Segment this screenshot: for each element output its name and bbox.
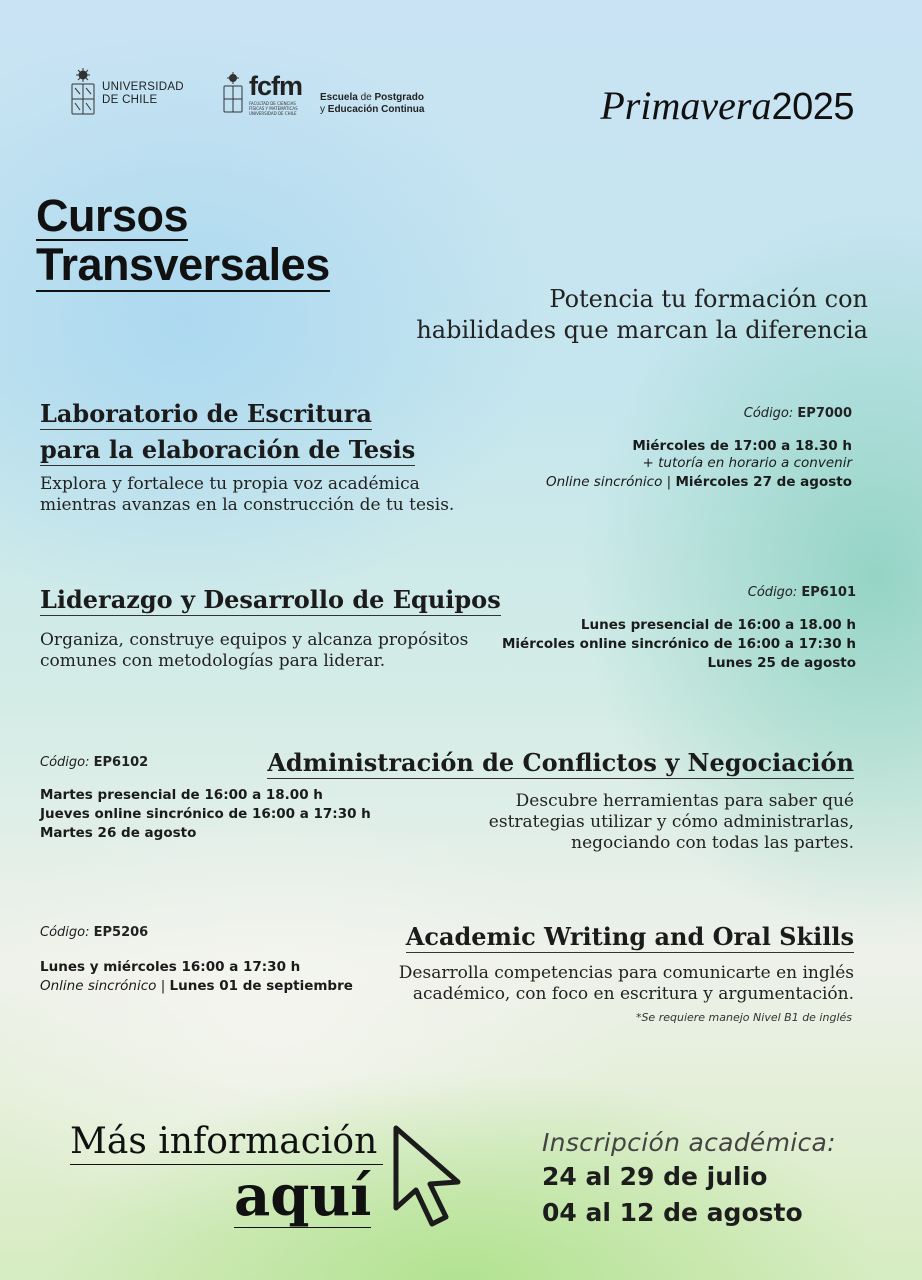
registration-date-2: 04 al 12 de agosto <box>542 1198 803 1227</box>
course-4-title[interactable]: Academic Writing and Oral Skills <box>405 922 854 951</box>
tagline-line2: habilidades que marcan la diferencia <box>416 316 868 344</box>
registration-date-1: 24 al 29 de julio <box>542 1162 768 1191</box>
more-info-line2[interactable]: aquí <box>234 1163 372 1229</box>
tagline-line1: Potencia tu formación con <box>549 285 868 313</box>
course-4-schedule: Lunes y miércoles 16:00 a 17:30 h Online sincrónico | Lunes 01 de septiembre <box>40 959 353 994</box>
course-2-details <box>502 585 856 673</box>
course-2-description: Organiza, construye equipos y alcanza propósitos comunes con metodologías para liderar. <box>40 630 469 671</box>
course-3-code: Código: EP6102 <box>40 755 149 770</box>
season-label <box>600 82 854 129</box>
course-1-code: Código: EP7000 <box>743 406 852 421</box>
season-year: 2025 <box>771 86 854 128</box>
course-4-description: Desarrolla competencias para comunicarte en inglés académico, con foco en escritura y argumentación. <box>398 963 854 1004</box>
course-1-info <box>40 396 454 516</box>
more-info-link[interactable] <box>70 1120 383 1228</box>
registration-label: Inscripción académica: <box>542 1128 836 1157</box>
course-4-code: Código: EP5206 <box>40 925 149 940</box>
season-name: Primavera <box>600 83 772 128</box>
course-3-schedule: Martes presencial de 16:00 a 18.00 h Jueves online sincrónico de 16:00 a 17:30 h Martes 26 de agosto <box>40 787 371 841</box>
course-2-info <box>40 582 501 672</box>
course-2-code: Código: EP6101 <box>747 585 856 600</box>
universidad-de-chile-logo <box>70 68 184 120</box>
course-1-schedule: Miércoles de 17:00 a 18.30 h + tutoría en horario a convenir Online sincrónico | Miércoles 27 de agosto <box>545 438 852 490</box>
course-2-schedule: Lunes presencial de 16:00 a 18.00 h Miércoles online sincrónico de 16:00 a 17:30 h Lunes 25 de agosto <box>502 617 856 671</box>
cursor-arrow-icon[interactable] <box>388 1122 468 1232</box>
registration-info <box>542 1128 836 1231</box>
university-shield-icon <box>70 68 96 120</box>
fcfm-subtitle: FACULTAD DE CIENCIAS FÍSICAS Y MATEMÁTICAS UNIVERSIDAD DE CHILE <box>249 101 298 116</box>
fcfm-wordmark: fcfm <box>249 71 303 101</box>
title-line2: Transversales <box>36 239 330 290</box>
course-1-title[interactable]: Laboratorio de Escritura para la elaboración de Tesis <box>40 399 416 464</box>
course-3-info <box>267 745 854 854</box>
course-1-details <box>546 406 852 492</box>
tagline <box>416 284 868 346</box>
course-1-description: Explora y fortalece tu propia voz académica mientras avanzas en la construcción de tu tesis. <box>40 474 455 515</box>
page-title <box>36 192 330 292</box>
uchile-line2: DE CHILE <box>102 94 158 106</box>
course-2-title[interactable]: Liderazgo y Desarrollo de Equipos <box>40 585 501 614</box>
course-3-description: Descubre herramientas para saber qué estrategias utilizar y cómo administrarlas, negociando con todas las partes. <box>488 791 854 853</box>
fcfm-logo <box>222 72 424 116</box>
course-4-info <box>399 919 854 1024</box>
uchile-line1: UNIVERSIDAD <box>102 81 184 93</box>
fcfm-school-name: Escuela de Postgrado y Educación Continua <box>320 92 425 115</box>
fcfm-shield-icon <box>222 72 244 116</box>
course-4-note: *Se requiere manejo Nivel B1 de inglés <box>635 1011 852 1024</box>
more-info-line1[interactable]: Más información <box>70 1120 383 1165</box>
course-4-details <box>40 925 353 996</box>
course-3-title[interactable]: Administración de Conflictos y Negociación <box>267 748 854 777</box>
title-line1: Cursos <box>36 190 189 241</box>
